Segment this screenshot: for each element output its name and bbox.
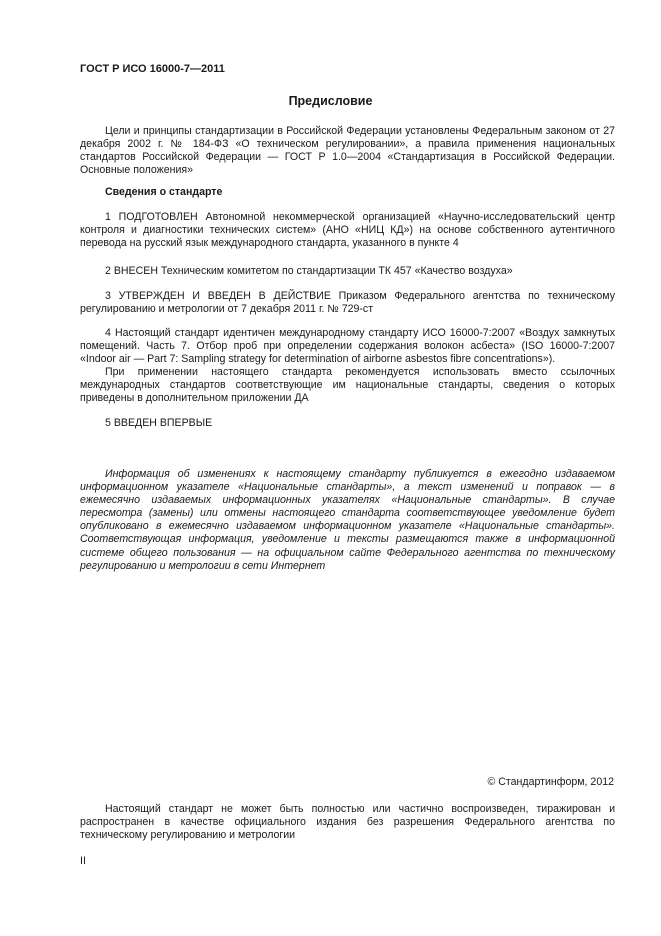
item-2-submitted: 2 ВНЕСЕН Техническим комитетом по стандартизации ТК 457 «Качество воздуха» (105, 265, 513, 277)
item-5-introduced: 5 ВВЕДЕН ВПЕРВЫЕ (105, 417, 213, 429)
item-3-approved: 3 УТВЕРЖДЕН И ВВЕДЕН В ДЕЙСТВИЕ Приказом Федерального агентства по техническому регулированию и метрологии от 7 декабря 2011 г. № 729-ст (80, 290, 615, 316)
copyright-notice: © Стандартинформ, 2012 (487, 776, 614, 788)
item-1-prepared: 1 ПОДГОТОВЛЕН Автономной некоммерческой организацией «Научно-исследовательский центр контроля и диагностики технических систем» (АНО «НИЦ КД») на основе собственного аутентичного перевода на русский язык международного стандарта, указанного в пункте 4 (80, 211, 615, 250)
goals-paragraph: Цели и принципы стандартизации в Российской Федерации установлены Федеральным законом от 27 декабря 2002 г. № 184-ФЗ «О техническом регулировании», а правила применения национальных стандартов Российской Федерации — ГОСТ Р 1.0—2004 «Стандартизация в Российской Федерации. Основные положения» (80, 125, 615, 177)
standard-info-heading: Сведения о стандарте (105, 186, 223, 198)
item-4-note: При применении настоящего стандарта рекомендуется использовать вместо ссылочных международных стандартов соответствующие им национальные стандарты, сведения о которых приведены в дополнительном приложении ДА (80, 366, 615, 405)
page-number: II (80, 855, 86, 867)
document-code-header: ГОСТ Р ИСО 16000-7—2011 (80, 63, 225, 75)
changes-info-paragraph: Информация об изменениях к настоящему стандарту публикуется в ежегодно издаваемом информационном указателе «Национальные стандарты», а текст изменений и поправок — в ежемесячно издаваемых информационных указателях «Национальные стандарты». В случае пересмотра (замены) или отмены настоящего стандарта соответствующее уведомление будет опубликовано в ежемесячно издаваемом информационном указателе «Национальные стандарты». Соответствующая информация, уведомление и тексты размещаются также в информационной системе общего пользования — на официальном сайте Федерального агентства по техническому регулированию и метрологии в сети Интернет (80, 468, 615, 572)
reproduction-notice: Настоящий стандарт не может быть полностью или частично воспроизведен, тиражирован и распространен в качестве официального издания без разрешения Федерального агентства по техническому регулированию и метрологии (80, 803, 615, 842)
preface-title: Предисловие (288, 94, 373, 108)
item-4-identical: 4 Настоящий стандарт идентичен международному стандарту ИСО 16000-7:2007 «Воздух замкнутых помещений. Часть 7. Отбор проб при определении содержания волокон асбеста» (ISO 16000-7:2007 «Indoor air — Part 7: Sampling strategy for determination of airborne asbestos fibre concentrations»). (80, 327, 615, 366)
